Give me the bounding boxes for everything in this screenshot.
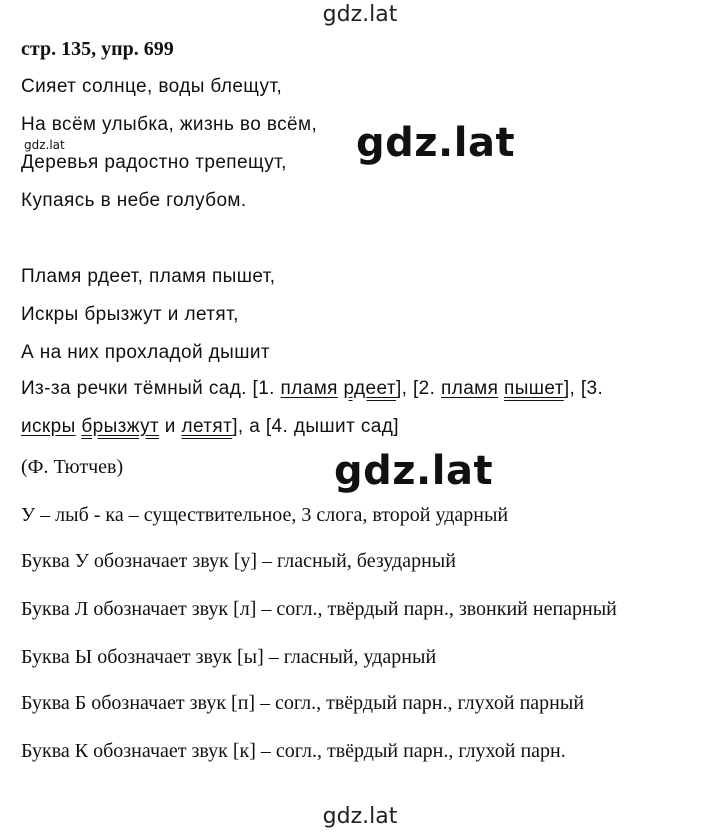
predicate: брызжут bbox=[81, 416, 160, 437]
analysis-text: дышит сад] bbox=[293, 416, 399, 437]
poem-line: Деревья радостно трепещут, bbox=[21, 152, 287, 173]
letter-analysis: Буква Ы обозначает звук [ы] – гласный, ударный bbox=[21, 646, 437, 668]
watermark-large: gdz.lat bbox=[356, 120, 516, 166]
subject: искры bbox=[21, 416, 76, 437]
watermark-small: gdz.lat bbox=[24, 138, 65, 152]
watermark-bottom: gdz.lat bbox=[322, 804, 398, 829]
poem-line: А на них прохладой дышит bbox=[21, 342, 270, 363]
word-parse: У – лыб - ка – существительное, 3 слога, второй ударный bbox=[21, 504, 509, 526]
predicate: рдеет bbox=[343, 378, 396, 399]
letter-analysis: Буква Л обозначает звук [л] – согл., твёрдый парн., звонкий непарный bbox=[21, 598, 617, 620]
letter-analysis: Буква У обозначает звук [у] – гласный, безударный bbox=[21, 550, 456, 572]
poem-line: Купаясь в небе голубом. bbox=[21, 190, 247, 211]
watermark-top: gdz.lat bbox=[322, 2, 398, 27]
letter-analysis: Буква К обозначает звук [к] – согл., твёрдый парн., глухой парн. bbox=[21, 740, 566, 762]
author: (Ф. Тютчев) bbox=[21, 456, 124, 478]
predicate: пышет bbox=[504, 378, 564, 399]
poem-line: Пламя рдеет, пламя пышет, bbox=[21, 266, 276, 287]
analysis-line-2 bbox=[21, 416, 399, 438]
analysis-text: ], а [4. bbox=[232, 416, 294, 437]
analysis-text: Из-за речки тёмный сад. [1. bbox=[21, 378, 281, 399]
subject: пламя bbox=[280, 378, 338, 399]
analysis-line-1 bbox=[21, 378, 603, 400]
predicate: летят bbox=[181, 416, 233, 437]
analysis-text: и bbox=[159, 416, 182, 437]
page-header: стр. 135, упр. 699 bbox=[21, 38, 174, 60]
poem-line: Искры брызжут и летят, bbox=[21, 304, 239, 325]
analysis-text: ], [2. bbox=[395, 378, 442, 399]
analysis-text: ], [3. bbox=[563, 378, 604, 399]
subject: пламя bbox=[441, 378, 499, 399]
poem-line: На всём улыбка, жизнь во всём, bbox=[21, 114, 318, 135]
poem-line: Сияет солнце, воды блещут, bbox=[21, 76, 283, 97]
letter-analysis: Буква Б обозначает звук [п] – согл., твёрдый парн., глухой парный bbox=[21, 692, 585, 714]
watermark-large: gdz.lat bbox=[334, 448, 494, 494]
